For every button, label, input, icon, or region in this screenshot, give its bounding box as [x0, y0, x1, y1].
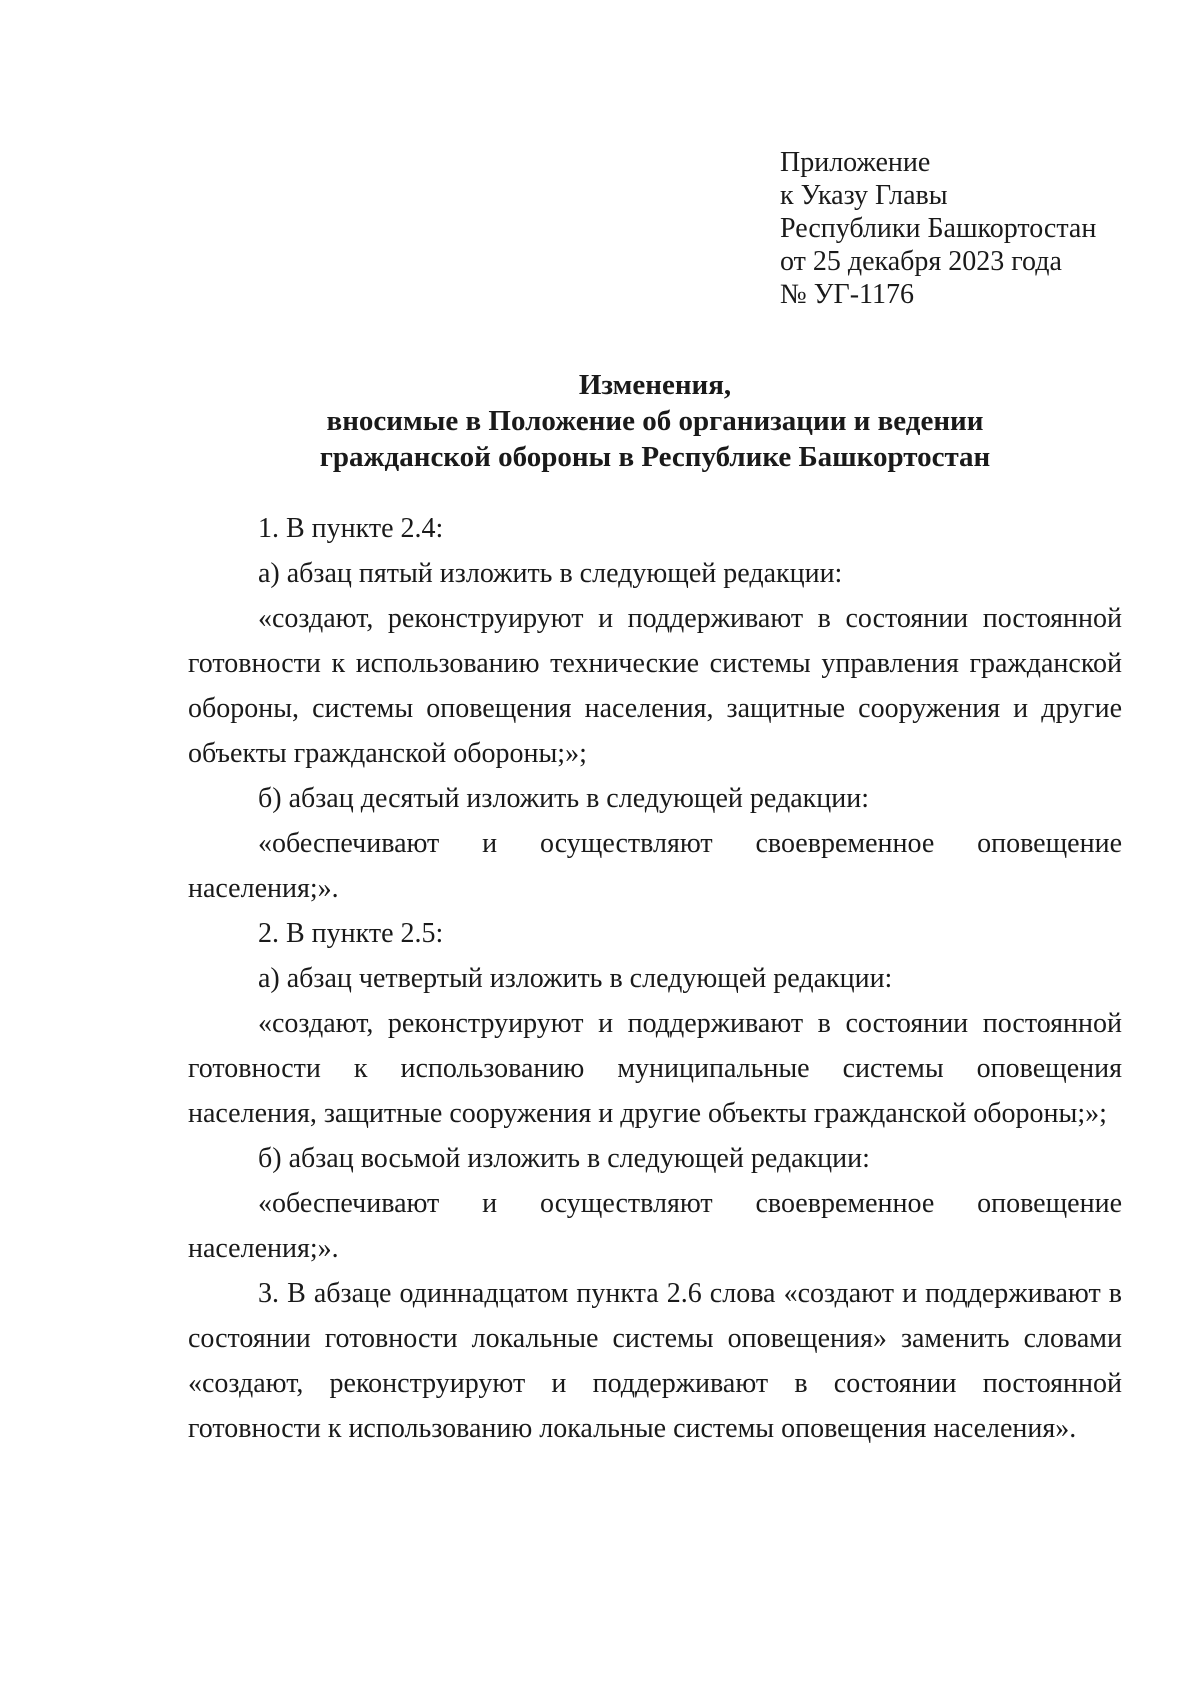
- annex-line-5: № УГ-1176: [780, 279, 915, 310]
- title-line-2: вносимые в Положение об организации и ведении: [326, 405, 984, 437]
- annex-line-2: к Указу Главы: [780, 180, 948, 211]
- paragraph-quote-2a: «создают, реконструируют и поддерживают в состоянии постоянной готовности к использованию муниципальные системы оповещения населения, защитные сооружения и другие объекты гражданской обороны;»;: [188, 1008, 1122, 1129]
- paragraph-item-1a: а) абзац пятый изложить в следующей редакции:: [258, 558, 843, 589]
- annex-line-3: Республики Башкортостан: [780, 213, 1097, 244]
- title-line-1: Изменения,: [578, 369, 732, 401]
- paragraph-quote-2b: «обеспечивают и осуществляют своевременное оповещение населения;».: [188, 1188, 1122, 1264]
- paragraph-item-2: 2. В пункте 2.5:: [258, 918, 444, 949]
- paragraph-item-2a: а) абзац четвертый изложить в следующей редакции:: [258, 963, 893, 994]
- annex-header: [780, 146, 1096, 311]
- paragraph-item-2b: б) абзац восьмой изложить в следующей редакции:: [258, 1143, 870, 1174]
- annex-line-4: от 25 декабря 2023 года: [780, 246, 1062, 277]
- title-line-3: гражданской обороны в Республике Башкортостан: [319, 441, 991, 473]
- paragraph-quote-1a: «создают, реконструируют и поддерживают в состоянии постоянной готовности к использованию технические системы управления гражданской обороны, системы оповещения населения, защитные сооружения и другие объекты гражданской обороны;»;: [188, 603, 1122, 769]
- paragraph-quote-1b: «обеспечивают и осуществляют своевременное оповещение населения;».: [188, 828, 1122, 904]
- document-title: [188, 367, 1122, 475]
- document-body: [188, 506, 1122, 1451]
- annex-line-1: Приложение: [780, 147, 931, 178]
- paragraph-item-1: 1. В пункте 2.4:: [258, 513, 444, 544]
- paragraph-item-3: 3. В абзаце одиннадцатом пункта 2.6 слова «создают и поддерживают в состоянии готовности локальные системы оповещения» заменить словами «создают, реконструируют и поддерживают в состоянии постоянной готовности к использованию локальные системы оповещения населения».: [188, 1278, 1122, 1444]
- paragraph-item-1b: б) абзац десятый изложить в следующей редакции:: [258, 783, 869, 814]
